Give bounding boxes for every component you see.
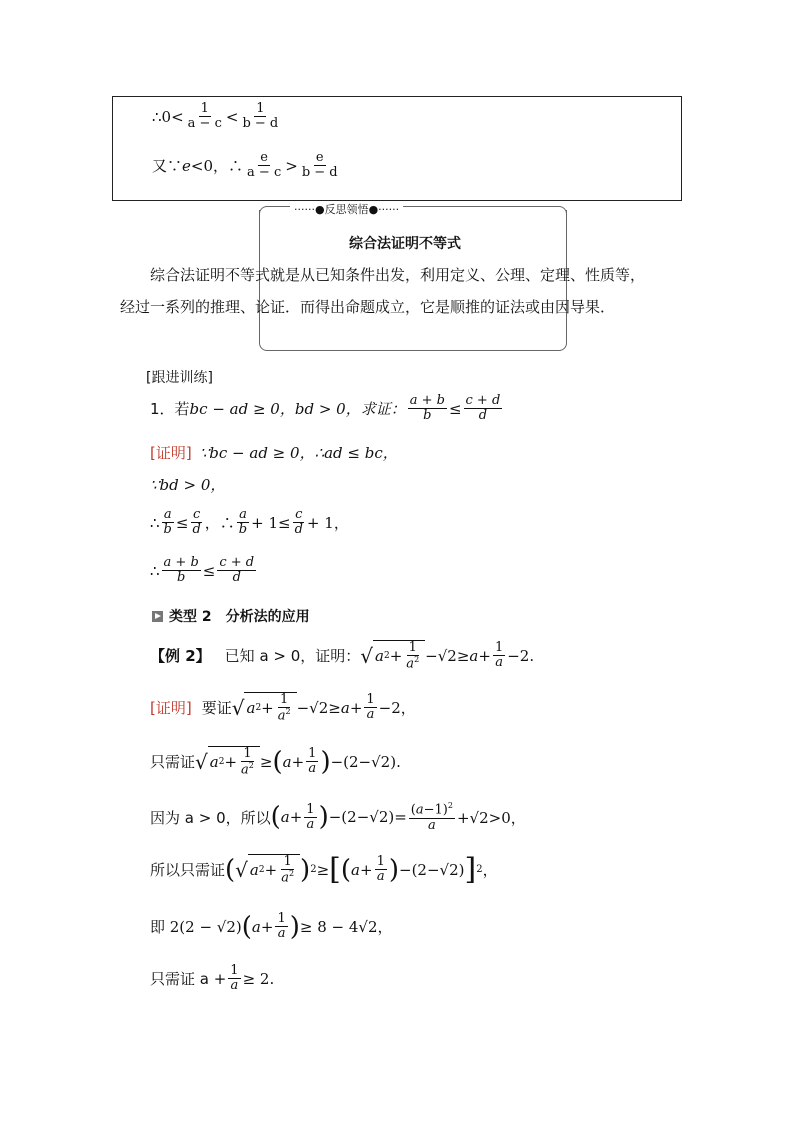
reflection-para-line-2: 经过一系列的推理、论证．而得出命题成立，它是顺推的证法或由因导果． xyxy=(120,298,616,316)
sqrt: √ a 2 + $\frac{1}{a^2}$ xyxy=(360,640,425,672)
numerator: c xyxy=(192,507,201,522)
numerator: 1 xyxy=(200,101,209,116)
text: ≥ 8 − 4√2， xyxy=(299,918,393,937)
numerator: a xyxy=(239,507,247,522)
text: 已知 a > 0，证明： xyxy=(224,647,361,666)
numerator: a xyxy=(163,507,172,522)
fraction xyxy=(245,151,283,181)
proof-label: [证明] xyxy=(150,699,192,718)
fraction xyxy=(186,102,224,132)
denominator: b xyxy=(423,408,432,424)
proof-label: [证明] xyxy=(150,444,192,462)
denominator: d xyxy=(232,570,241,586)
practice-proof-line-2 xyxy=(150,474,225,495)
top-line-1 xyxy=(152,102,282,132)
denominator: a − c xyxy=(247,165,282,181)
text: 又∵ xyxy=(152,157,183,176)
text: ≤ xyxy=(175,513,189,532)
text: < xyxy=(225,107,239,126)
text: ≤ xyxy=(448,399,462,418)
reflection-tag-text: 反思领悟 xyxy=(324,203,369,216)
numerator: a + b xyxy=(163,555,199,570)
text: 只需证 xyxy=(150,753,196,772)
numerator: c + d xyxy=(219,555,255,570)
type2-label: 类型 2 分析法的应用 xyxy=(169,609,310,625)
text: 要证 xyxy=(201,699,232,718)
fraction xyxy=(464,394,503,424)
text: <0，∴ xyxy=(190,157,244,176)
example2-proof-line-3: 因为 a > 0，所以 ( a + $\frac{1}{a}$ ) −(2−√2)= $\frac{(a-1)^2}{a}$ +√2>0， xyxy=(150,801,526,833)
fraction xyxy=(190,508,202,538)
denominator: d xyxy=(478,408,488,424)
fraction xyxy=(237,508,249,538)
numerator: c + d xyxy=(465,393,501,408)
numerator: c xyxy=(295,507,303,522)
fraction xyxy=(300,151,340,181)
fraction xyxy=(408,394,447,424)
text: 因为 a > 0，所以 xyxy=(150,808,271,827)
fraction xyxy=(293,508,305,538)
text: + 1 xyxy=(251,513,279,532)
play-triangle-icon xyxy=(152,611,163,622)
text: ∴0< xyxy=(152,107,184,126)
numerator: e xyxy=(315,150,324,165)
text: ≤ xyxy=(278,513,291,532)
numerator: e xyxy=(260,150,268,165)
fraction xyxy=(162,508,174,538)
fraction xyxy=(217,556,256,586)
text: ≥ 2. xyxy=(242,969,275,988)
text: ， xyxy=(333,514,349,533)
practice-proof-line-4 xyxy=(150,556,258,586)
fraction xyxy=(162,556,201,586)
reflection-title: 综合法证明不等式 xyxy=(349,236,461,252)
text: ∵bc − ad ≥ 0，∴ad ≤ bc， xyxy=(199,444,398,462)
example2-proof-line-1: [证明] 要证 √ a 2 + $\frac{1}{a^2}$ −√2≥a+ $\frac{1}{a}$ −2， xyxy=(150,692,416,724)
practice-proof-line-3 xyxy=(150,508,349,538)
text: ∵bd > 0， xyxy=(150,476,226,494)
numerator: 1 xyxy=(256,101,265,116)
reflection-para-line-1: 综合法证明不等式就是从已知条件出发，利用定义、公理、定理、性质等， xyxy=(150,266,646,284)
type2-heading xyxy=(152,606,310,626)
text: ∴ xyxy=(150,513,160,532)
text: bc − ad ≥ 0，bd > 0，求证： xyxy=(189,400,406,419)
denominator: b xyxy=(163,522,172,538)
denominator: b − d xyxy=(301,165,338,181)
denominator: b − d xyxy=(242,116,279,132)
fraction xyxy=(240,102,280,132)
text: ≤ xyxy=(202,561,216,580)
example2-proof-line-4: 所以只需证 ( √ a 2 + $\frac{1}{a^2}$ ) 2 ≥ [ ( a + $\frac{1}{a}$ ) −(2−√2) ] 2 ， xyxy=(150,851,498,887)
example2-statement: 【例 2】 已知 a > 0，证明： √ a 2 + $\frac{1}{a^2}$ −√2≥a+ $\frac{1}{a}$ −2. xyxy=(150,640,535,672)
example2-proof-line-6: 只需证 a + $\frac{1}{a}$ ≥ 2. xyxy=(150,963,275,994)
denominator: d xyxy=(192,522,201,538)
text: e xyxy=(182,156,191,175)
top-line-2 xyxy=(152,151,342,181)
text: 只需证 a + xyxy=(150,970,227,989)
denominator: a − c xyxy=(187,116,222,132)
text: ∴ xyxy=(150,561,160,580)
example2-proof-line-2: 只需证 √ a 2 + $\frac{1}{a^2}$ ≥ ( a + $\frac{1}{a}$ ) −(2−√2). xyxy=(150,746,401,778)
example2-proof-line-5: 即 2(2 − √2) ( a + $\frac{1}{a}$ ) ≥ 8 − 4√2， xyxy=(150,911,393,942)
denominator: d xyxy=(294,522,303,538)
example-label: 【例 2】 xyxy=(150,647,211,666)
text: 即 2(2 − √2) xyxy=(150,918,242,937)
text: 所以只需证 xyxy=(150,861,226,880)
text: 1．若 xyxy=(150,400,190,419)
reflection-tag: ······●反思领悟●······ xyxy=(290,201,403,217)
denominator: b xyxy=(238,522,248,538)
text: > xyxy=(285,156,298,175)
text: + 1 xyxy=(306,513,334,532)
text: ，∴ xyxy=(204,514,235,533)
numerator: a + b xyxy=(409,393,445,408)
practice-heading: [跟进训练] xyxy=(146,370,213,386)
practice-question xyxy=(150,394,504,424)
practice-proof-line-1 xyxy=(150,442,398,463)
denominator: b xyxy=(177,570,186,586)
